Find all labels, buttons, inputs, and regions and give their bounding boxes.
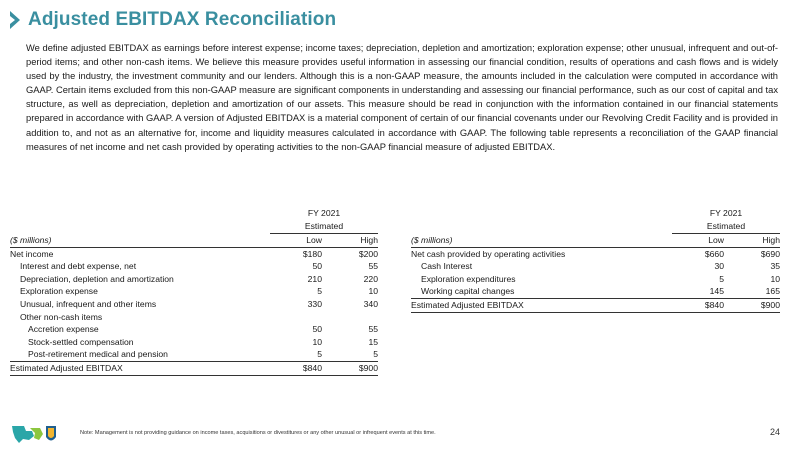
low-value: 50 [312,324,322,335]
intro-paragraph: We define adjusted EBITDAX as earnings before interest expense; income taxes; depreciation, depletion and amortization; exploration expense; other unusual, infrequent and out-of-period items; and other non-cash items. We believe this measure provides useful information in assessing our financial condition, results of operations and cash flows and is widely used by the industry, the investment community and our lenders. Although this is a non-GAAP measure, the amounts included in the calculation were computed in accordance with GAAP. Certain items excluded from this non-GAAP measure are significant components in understanding and assessing our financial performance, such as our cost of capital and tax structure, as well as depreciation, depletion and amortization of our assets. This measure should be read in conjunction with the information contained in our financial statements prepared in accordance with GAAP. A version of Adjusted EBITDAX is a material component of certain of our financial covenants under our Revolving Credit Facility and is provided in addition to, and not as an alternative for, income and liquidity measures calculated in accordance with GAAP. The following table represents a reconciliation of the GAAP financial measures of net income and net cash provided by operating activities to the non-GAAP financial measure of adjusted EBITDAX. [26,43,778,152]
total-row [411,298,780,312]
row-label: Unusual, infrequent and other items [20,298,157,309]
high-value: 165 [765,286,780,297]
fy-header: FY 2021 [307,208,341,219]
high-header: High [322,234,378,248]
row-label: Other non-cash items [20,311,103,322]
low-value: 5 [719,273,724,284]
table-row [10,336,378,349]
row-label: Cash Interest [421,261,473,272]
company-logo [10,422,74,446]
low-value: 145 [709,286,724,297]
table-row [411,247,780,260]
high-header: High [724,234,780,248]
row-label: Exploration expense [20,286,98,297]
table-row [10,273,378,286]
high-value: 55 [368,324,378,335]
net-income-reconciliation-table [10,207,378,376]
low-value: $180 [302,248,322,259]
table-row [411,285,780,298]
high-value [322,311,378,324]
row-label: Interest and debt expense, net [20,261,137,272]
low-value: 30 [714,261,724,272]
units-label: ($ millions) [10,234,270,248]
row-label: Working capital changes [421,286,515,297]
high-value: 5 [373,349,378,360]
table-row [10,298,378,311]
high-value: 15 [368,336,378,347]
high-value: 35 [770,261,780,272]
low-header: Low [672,234,724,248]
row-label: Post-retirement medical and pension [28,349,168,360]
page-number: 24 [769,427,780,437]
row-label: Accretion expense [28,324,99,335]
low-value [270,311,322,324]
low-value: 330 [307,298,322,309]
table-row [10,247,378,260]
row-label: Stock-settled compensation [28,336,134,347]
high-value: 10 [770,273,780,284]
table-row [10,311,378,324]
row-label: Net income [10,248,54,259]
high-value: 340 [363,298,378,309]
total-row [10,361,378,375]
row-label: Estimated Adjusted EBITDAX [10,361,270,375]
row-label: Exploration expenditures [421,273,516,284]
table-row [411,273,780,286]
high-value: $900 [724,298,780,312]
low-value: $840 [270,361,322,375]
row-label: Net cash provided by operating activities [411,248,566,259]
units-label: ($ millions) [411,234,672,248]
table-row [10,285,378,298]
high-value: 220 [363,273,378,284]
estimated-header: Estimated [672,220,780,234]
row-label: Estimated Adjusted EBITDAX [411,298,672,312]
low-value: 10 [312,336,322,347]
table-row [10,323,378,336]
high-value: $200 [358,248,378,259]
high-value: $900 [322,361,378,375]
low-value: 5 [317,349,322,360]
estimated-header: Estimated [270,220,378,234]
title-bar [8,6,336,34]
page-title: Adjusted EBITDAX Reconciliation [28,9,337,30]
chevron-right-icon [8,10,22,30]
operating-cash-reconciliation-table [411,207,780,313]
footer-note: Note: Management is not providing guidance on income taxes, acquisitions or divestitures or any other unusual or infrequent events at this time. [80,430,436,436]
low-value: 5 [317,286,322,297]
high-value: 10 [368,286,378,297]
fy-header: FY 2021 [709,208,743,219]
high-value: 55 [368,261,378,272]
low-header: Low [270,234,322,248]
low-value: $840 [672,298,724,312]
low-value: 50 [312,261,322,272]
low-value: 210 [307,273,322,284]
table-row [411,260,780,273]
table-row [10,348,378,361]
table-row [10,260,378,273]
row-label: Depreciation, depletion and amortization [20,273,174,284]
high-value: $690 [760,248,780,259]
low-value: $660 [704,248,724,259]
